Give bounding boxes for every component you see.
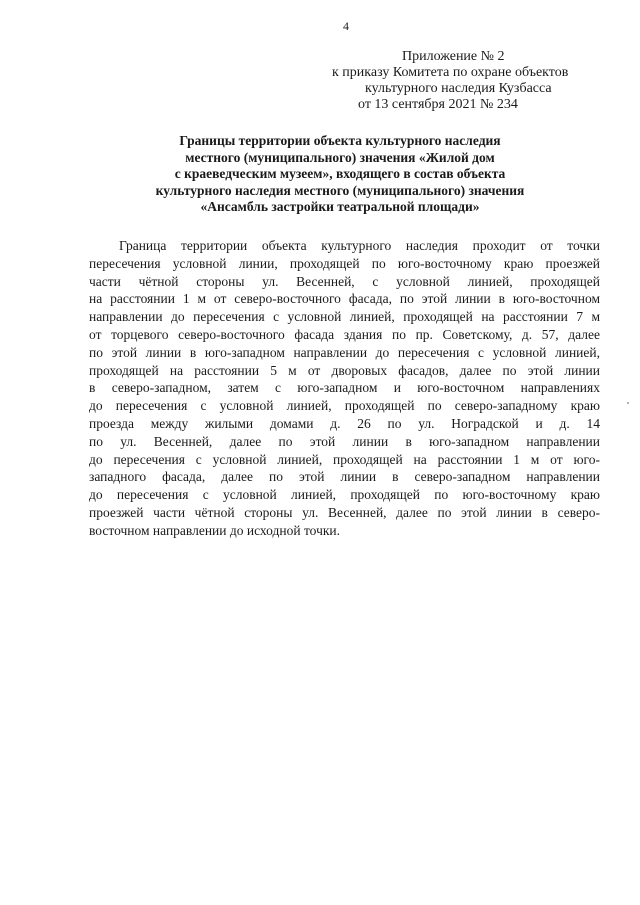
scan-artifact-dot [627, 402, 629, 404]
paragraph-line: до пересечения с условной линией, проходящей на расстоянии 1 м от юго- [89, 451, 600, 467]
paragraph-line: в северо-западном, затем с юго-западном и юго-восточном направлениях [89, 380, 600, 396]
paragraph-line: западного фасада, далее по этой линии в северо-западном направлении [89, 469, 600, 485]
paragraph-line: до пересечения с условной линией, проходящей по северо-западному краю [89, 398, 600, 414]
paragraph-line: до пересечения с условной линией, проходящей по юго-восточному краю [89, 487, 600, 503]
paragraph-line: проезжей части чётной стороны ул. Весенней, далее по этой линии в северо- [89, 504, 600, 520]
boundary-description-paragraph [89, 237, 600, 540]
paragraph-line: от торцевого северо-восточного фасада здания по пр. Советскому, д. 57, далее [89, 326, 600, 342]
appendix-order-reference: к приказу Комитета по охране объектов [332, 65, 569, 80]
paragraph-line: восточном направлении до исходной точки. [89, 522, 341, 538]
title-line: местного (муниципального) значения «Жилой дом [185, 149, 495, 165]
paragraph-line: по этой линии в юго-западном направлении до пересечения с условной линией, [89, 344, 600, 360]
appendix-header [318, 49, 608, 113]
title-line: «Ансамбль застройки театральной площади» [200, 199, 480, 214]
paragraph-line: части чётной стороны ул. Весенней, с условной линией, проходящей [89, 273, 600, 289]
appendix-committee-name: культурного наследия Кузбасса [365, 81, 552, 96]
title-line: с краеведческим музеем», входящего в состав объекта [174, 166, 506, 181]
page-number: 4 [343, 19, 349, 33]
appendix-number: Приложение № 2 [402, 49, 505, 64]
paragraph-line: пересечения условной линии, проходящей по юго-восточному краю проезжей [89, 255, 600, 271]
title-line: Границы территории объекта культурного наследия [179, 133, 501, 148]
paragraph-line: по ул. Весенней, далее по этой линии в юго-западном направлении [89, 433, 600, 449]
document-title [140, 133, 540, 216]
paragraph-line: на расстоянии 1 м от северо-восточного фасада, по этой линии в юго-восточном [89, 291, 600, 307]
title-line: культурного наследия местного (муниципального) значения [155, 182, 525, 198]
paragraph-line: проходящей на расстоянии 5 м от дворовых фасадов, далее по этой линии [89, 362, 600, 378]
paragraph-line: Граница территории объекта культурного наследия проходит от точки [119, 238, 600, 253]
paragraph-line: проезда между жилыми домами д. 26 по ул. Ноградской и д. 14 [89, 415, 600, 431]
appendix-order-date: от 13 сентября 2021 № 234 [358, 97, 518, 112]
paragraph-line: направлении до пересечения с условной линией, проходящей на расстоянии 7 м [89, 309, 600, 325]
